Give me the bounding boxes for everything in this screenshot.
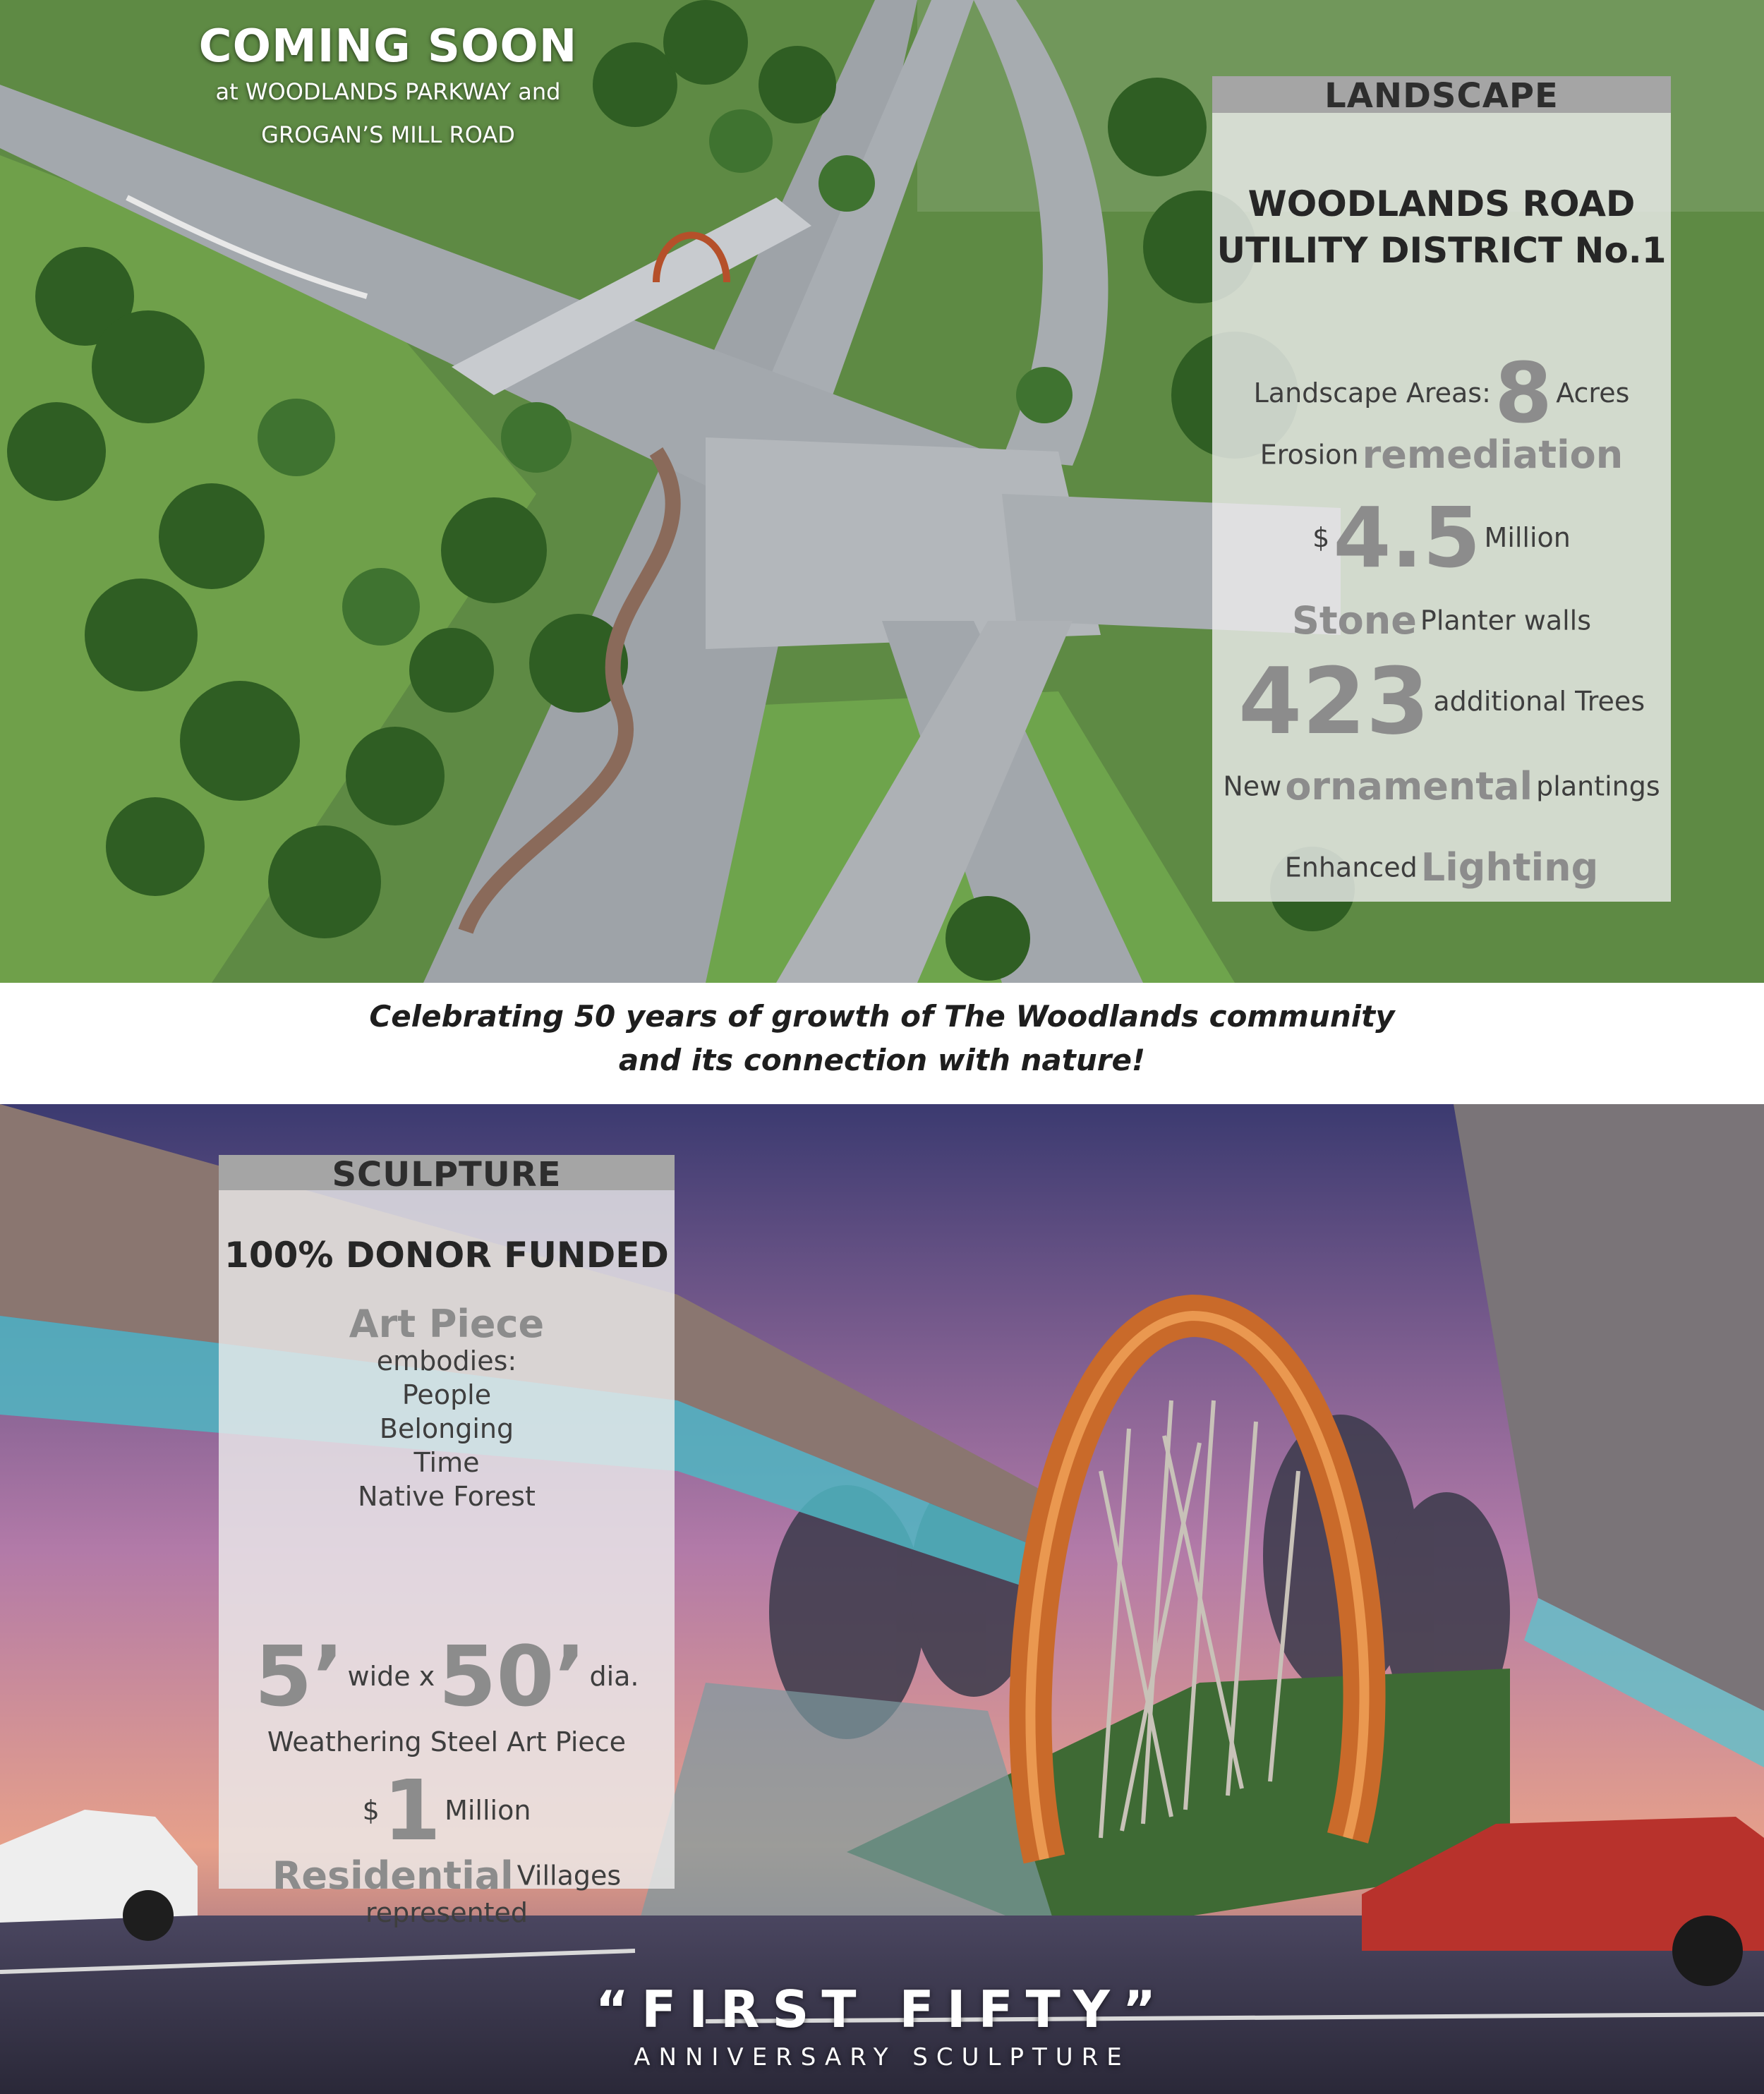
donor-funded: 100% DONOR FUNDED — [224, 1235, 669, 1276]
first-fifty-subtitle: ANNIVERSARY SCULPTURE — [634, 2043, 1130, 2071]
coming-soon-header — [191, 20, 586, 159]
location-line-2: GROGAN’S MILL ROAD — [261, 121, 515, 148]
lighting-prefix: Enhanced — [1284, 852, 1418, 883]
embodies-label: embodies: — [376, 1345, 517, 1376]
district-line-2: UTILITY DISTRICT No.1 — [1216, 230, 1667, 271]
first-fifty-title-block — [0, 1979, 1764, 2075]
erosion-word: remediation — [1362, 432, 1624, 477]
first-fifty-title: “FIRST FIFTY” — [595, 1980, 1169, 2039]
lighting-word: Lighting — [1420, 845, 1599, 890]
stat-landscape-areas — [1212, 344, 1671, 442]
location-line-1: at WOODLANDS PARKWAY and — [215, 78, 561, 105]
stat-lighting — [1212, 845, 1671, 890]
width-value: 5’ — [254, 1628, 344, 1725]
tagline-line-2: and its connection with nature! — [618, 1043, 1146, 1077]
stat-erosion — [1212, 432, 1671, 477]
diameter-label: dia. — [589, 1661, 639, 1692]
stat-ornamental — [1212, 764, 1671, 809]
stat-stone — [1212, 598, 1671, 643]
district-line-1: WOODLANDS ROAD — [1248, 183, 1636, 224]
art-piece-block — [219, 1302, 675, 1513]
sculpture-rendering — [0, 1104, 1764, 2094]
embodies-item-native-forest: Native Forest — [358, 1481, 536, 1512]
stat-cost — [1212, 489, 1671, 586]
ornamental-prefix: New — [1223, 770, 1282, 802]
material-label: Weathering Steel Art Piece — [267, 1726, 627, 1757]
landscape-card — [1212, 76, 1671, 902]
villages-suffix: Villages — [516, 1860, 622, 1892]
ornamental-word: ornamental — [1285, 764, 1533, 809]
areas-value: 8 — [1494, 344, 1553, 442]
stat-dimensions — [219, 1628, 675, 1725]
villages-line-2: represented — [365, 1897, 528, 1928]
stat-cost — [219, 1762, 675, 1859]
aerial-rendering — [0, 0, 1764, 983]
areas-unit: Acres — [1556, 377, 1630, 408]
stat-villages — [219, 1853, 675, 1898]
areas-label: Landscape Areas: — [1253, 377, 1491, 408]
art-piece-title: Art Piece — [349, 1302, 545, 1346]
district-name — [1212, 181, 1671, 274]
villages-word: Residential — [272, 1853, 514, 1898]
stat-trees — [1212, 648, 1671, 755]
ornamental-suffix: plantings — [1536, 770, 1660, 802]
stone-suffix: Planter walls — [1420, 605, 1592, 636]
embodies-item-people: People — [401, 1379, 492, 1410]
trees-value: 423 — [1238, 648, 1430, 755]
coming-soon-title: COMING SOON — [198, 20, 578, 73]
stat-material — [219, 1726, 675, 1757]
cost-prefix: $ — [362, 1795, 380, 1826]
cost-unit: Million — [445, 1795, 531, 1826]
sculpture-card-header: SCULPTURE — [219, 1155, 675, 1190]
tagline — [0, 995, 1764, 1082]
stat-villages-line-2 — [219, 1897, 675, 1928]
cost-value: 4.5 — [1333, 489, 1481, 586]
cost-unit: Million — [1484, 522, 1571, 553]
diameter-value: 50’ — [438, 1628, 586, 1725]
embodies-item-time: Time — [413, 1447, 480, 1478]
cost-prefix: $ — [1312, 522, 1330, 553]
trees-suffix: additional Trees — [1433, 686, 1645, 717]
stone-word: Stone — [1291, 598, 1417, 643]
landscape-card-header: LANDSCAPE — [1212, 76, 1671, 113]
tagline-line-1: Celebrating 50 years of growth of The Woodlands community — [369, 999, 1395, 1034]
sculpture-card — [219, 1155, 675, 1928]
embodies-item-belonging: Belonging — [379, 1413, 514, 1444]
width-label: wide x — [347, 1661, 435, 1692]
erosion-prefix: Erosion — [1259, 439, 1359, 471]
cost-value: 1 — [382, 1762, 441, 1859]
